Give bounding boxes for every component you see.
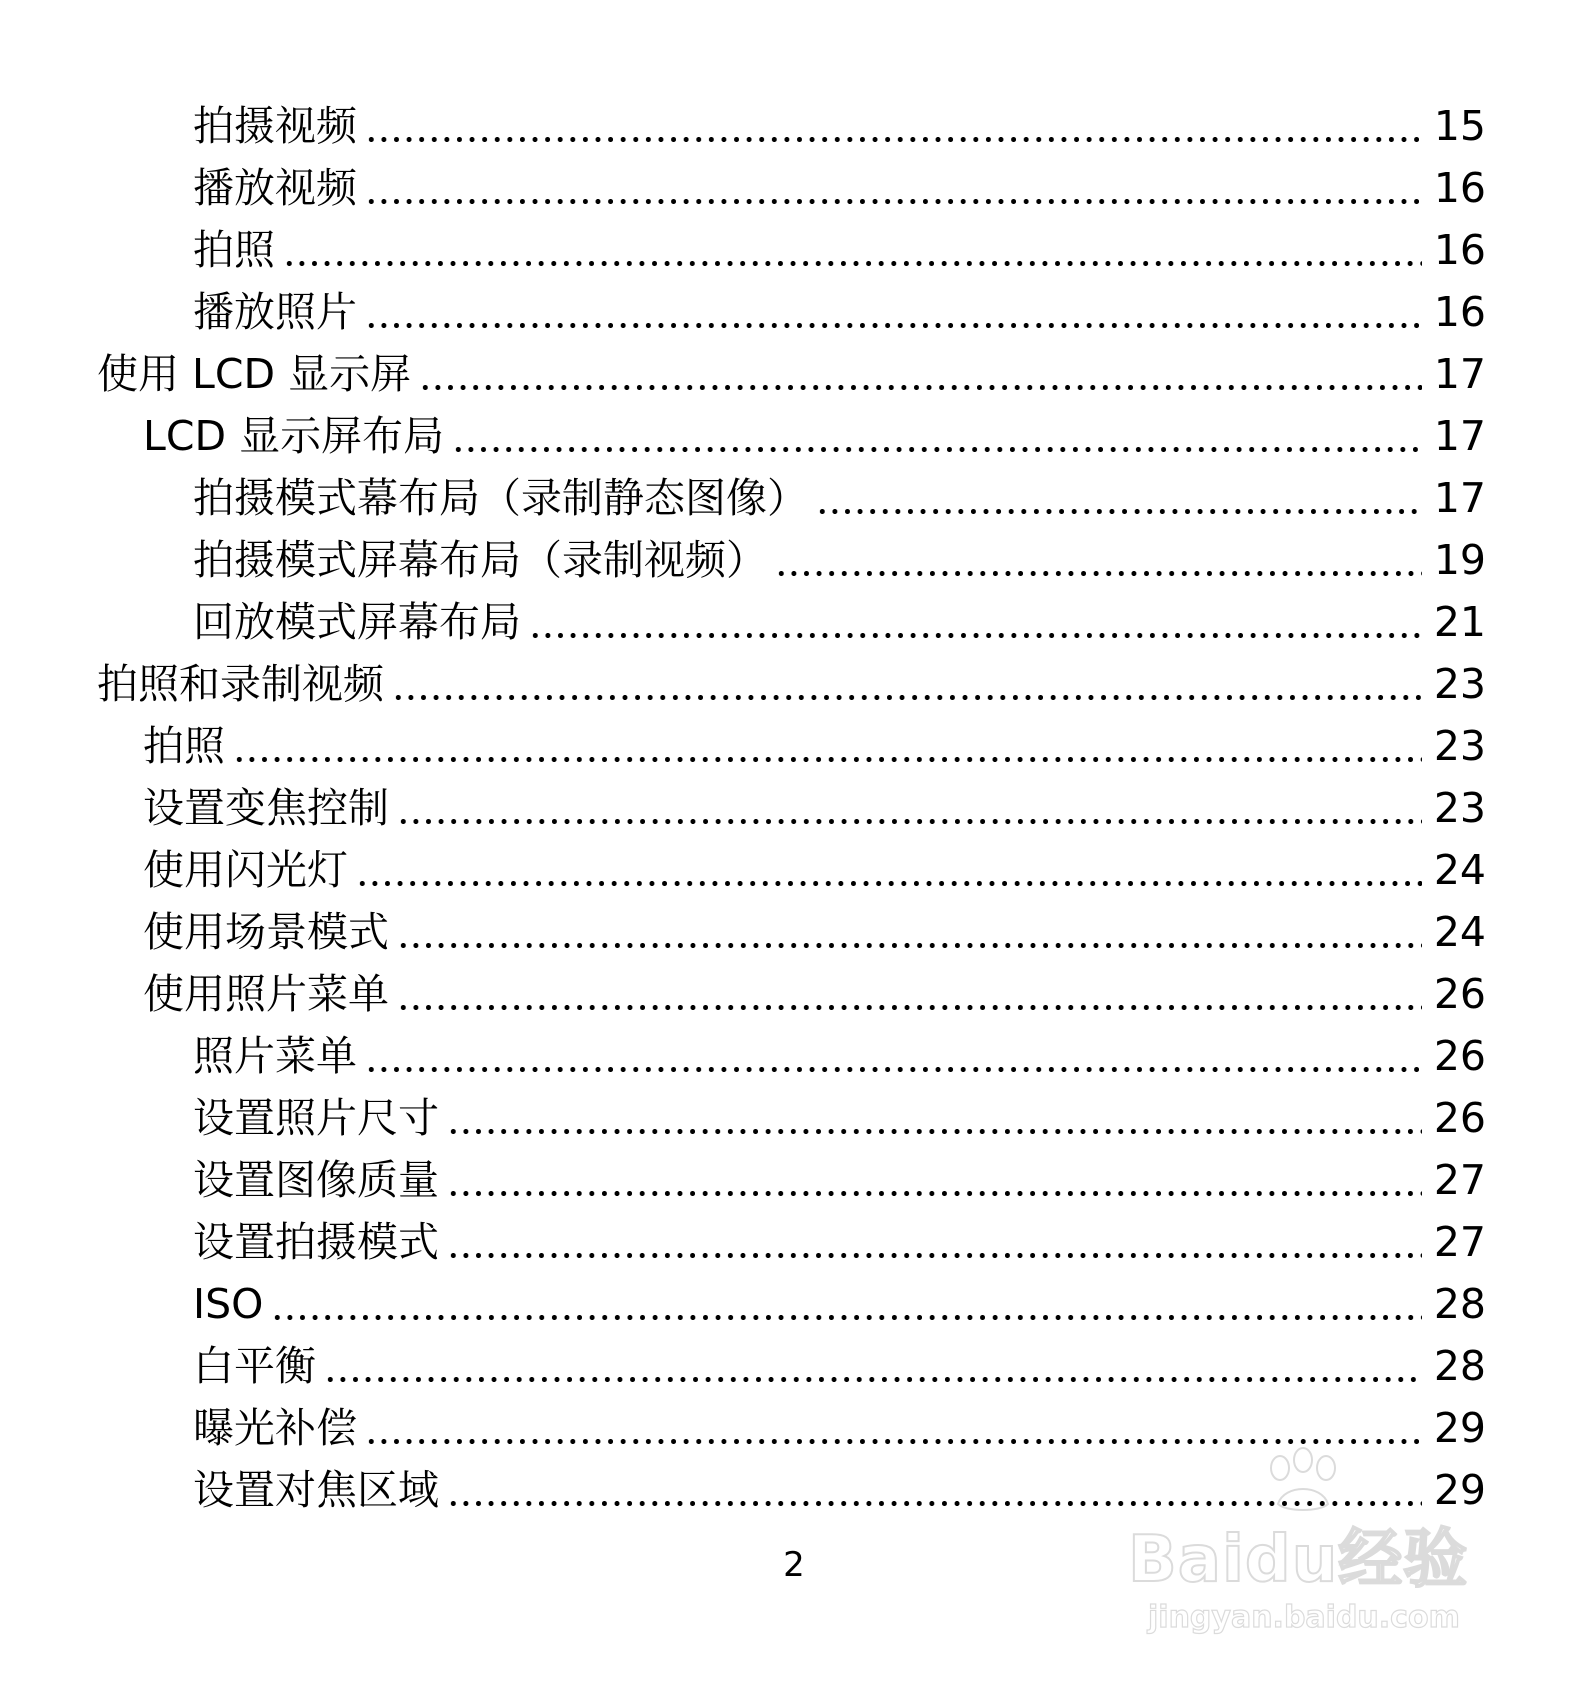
toc-entry-title: 设置图像质量 — [193, 1156, 439, 1204]
toc-dot-leader — [365, 1025, 1422, 1087]
toc-entry-title: 设置变焦控制 — [143, 784, 389, 832]
toc-entry[interactable] — [0, 963, 1588, 1025]
toc-entry[interactable] — [0, 901, 1588, 963]
toc-entry-page: 29 — [1433, 1404, 1486, 1452]
toc-entry-page: 28 — [1433, 1342, 1486, 1390]
toc-entry[interactable] — [0, 1149, 1588, 1211]
toc-entry[interactable] — [0, 591, 1588, 653]
toc-dot-leader — [271, 1273, 1422, 1335]
toc-entry[interactable] — [0, 219, 1588, 281]
toc-entry[interactable] — [0, 529, 1588, 591]
toc-entry-page: 24 — [1433, 846, 1486, 894]
toc-entry-title: 设置对焦区域 — [193, 1466, 439, 1514]
toc-dot-leader — [397, 777, 1422, 839]
toc-entry[interactable] — [0, 405, 1588, 467]
toc-entry-page: 29 — [1433, 1466, 1486, 1514]
toc-entry-page: 27 — [1433, 1156, 1486, 1204]
toc-dot-leader — [365, 281, 1422, 343]
baidu-watermark — [1128, 1508, 1488, 1648]
toc-entry[interactable] — [0, 1025, 1588, 1087]
toc-entry-page: 28 — [1433, 1280, 1486, 1328]
toc-entry-page: 26 — [1433, 1094, 1486, 1142]
toc-entry-page: 17 — [1433, 474, 1486, 522]
toc-entry-title: 白平衡 — [193, 1342, 316, 1390]
toc-entry-title: 回放模式屏幕布局 — [193, 598, 521, 646]
toc-dot-leader — [419, 343, 1422, 405]
toc-entry[interactable] — [0, 281, 1588, 343]
toc-entry[interactable] — [0, 715, 1588, 777]
toc-entry-title: 播放照片 — [193, 288, 357, 336]
toc-entry-page: 27 — [1433, 1218, 1486, 1266]
toc-entry-page: 23 — [1433, 784, 1486, 832]
toc-dot-leader — [365, 157, 1422, 219]
toc-entry-title: 设置照片尺寸 — [193, 1094, 439, 1142]
toc-entry[interactable] — [0, 467, 1588, 529]
toc-entry-page: 16 — [1433, 164, 1486, 212]
toc-entry-title: 播放视频 — [193, 164, 357, 212]
toc-entry[interactable] — [0, 1397, 1588, 1459]
page-number: 2 — [783, 1545, 805, 1585]
toc-dot-leader — [397, 901, 1422, 963]
toc-dot-leader — [283, 219, 1422, 281]
toc-dot-leader — [397, 963, 1422, 1025]
toc-entry-page: 26 — [1433, 970, 1486, 1018]
toc-entry[interactable] — [0, 839, 1588, 901]
toc-entry[interactable] — [0, 1211, 1588, 1273]
toc-dot-leader — [775, 529, 1422, 591]
toc-entry[interactable] — [0, 653, 1588, 715]
toc-entry[interactable] — [0, 157, 1588, 219]
toc-entry-title: 拍摄模式屏幕布局（录制视频） — [193, 536, 767, 584]
toc-entry-title: ISO — [193, 1280, 264, 1328]
toc-entry[interactable] — [0, 777, 1588, 839]
toc-entry-title: LCD 显示屏布局 — [143, 412, 445, 460]
toc-entry-page: 17 — [1433, 350, 1486, 398]
toc-dot-leader — [324, 1335, 1422, 1397]
toc-entry[interactable] — [0, 95, 1588, 157]
toc-entry-title: 拍照 — [193, 226, 275, 274]
watermark-url: jingyan.baidu.com — [1148, 1600, 1460, 1635]
table-of-contents — [0, 95, 1588, 1521]
toc-entry-page: 15 — [1433, 102, 1486, 150]
toc-entry-title: 拍摄视频 — [193, 102, 357, 150]
paw-icon — [1258, 1446, 1348, 1516]
toc-dot-leader — [447, 1087, 1422, 1149]
toc-entry[interactable] — [0, 1087, 1588, 1149]
toc-entry-page: 23 — [1433, 722, 1486, 770]
toc-dot-leader — [356, 839, 1422, 901]
watermark-brand: Baidu经验 — [1128, 1523, 1469, 1597]
toc-dot-leader — [233, 715, 1422, 777]
toc-entry-page: 24 — [1433, 908, 1486, 956]
toc-entry-page: 21 — [1433, 598, 1486, 646]
toc-dot-leader — [816, 467, 1422, 529]
toc-entry-page: 17 — [1433, 412, 1486, 460]
toc-entry-page: 19 — [1433, 536, 1486, 584]
toc-dot-leader — [447, 1149, 1422, 1211]
toc-entry-page: 23 — [1433, 660, 1486, 708]
toc-entry-title: 使用闪光灯 — [143, 846, 348, 894]
toc-entry-title: 使用 LCD 显示屏 — [97, 350, 412, 398]
toc-entry-page: 16 — [1433, 226, 1486, 274]
toc-entry-title: 设置拍摄模式 — [193, 1218, 439, 1266]
toc-dot-leader — [447, 1211, 1422, 1273]
toc-entry-title: 拍照 — [143, 722, 225, 770]
toc-entry-title: 拍摄模式幕布局（录制静态图像） — [193, 474, 808, 522]
toc-entry-title: 拍照和录制视频 — [97, 660, 384, 708]
toc-dot-leader — [452, 405, 1422, 467]
toc-entry-page: 26 — [1433, 1032, 1486, 1080]
toc-dot-leader — [392, 653, 1422, 715]
toc-dot-leader — [529, 591, 1422, 653]
toc-entry-title: 照片菜单 — [193, 1032, 357, 1080]
toc-entry-title: 使用场景模式 — [143, 908, 389, 956]
toc-entry-page: 16 — [1433, 288, 1486, 336]
toc-entry-title: 曝光补偿 — [193, 1404, 357, 1452]
toc-entry-title: 使用照片菜单 — [143, 970, 389, 1018]
toc-entry[interactable] — [0, 1335, 1588, 1397]
toc-dot-leader — [365, 95, 1422, 157]
toc-entry[interactable] — [0, 343, 1588, 405]
toc-entry[interactable] — [0, 1273, 1588, 1335]
